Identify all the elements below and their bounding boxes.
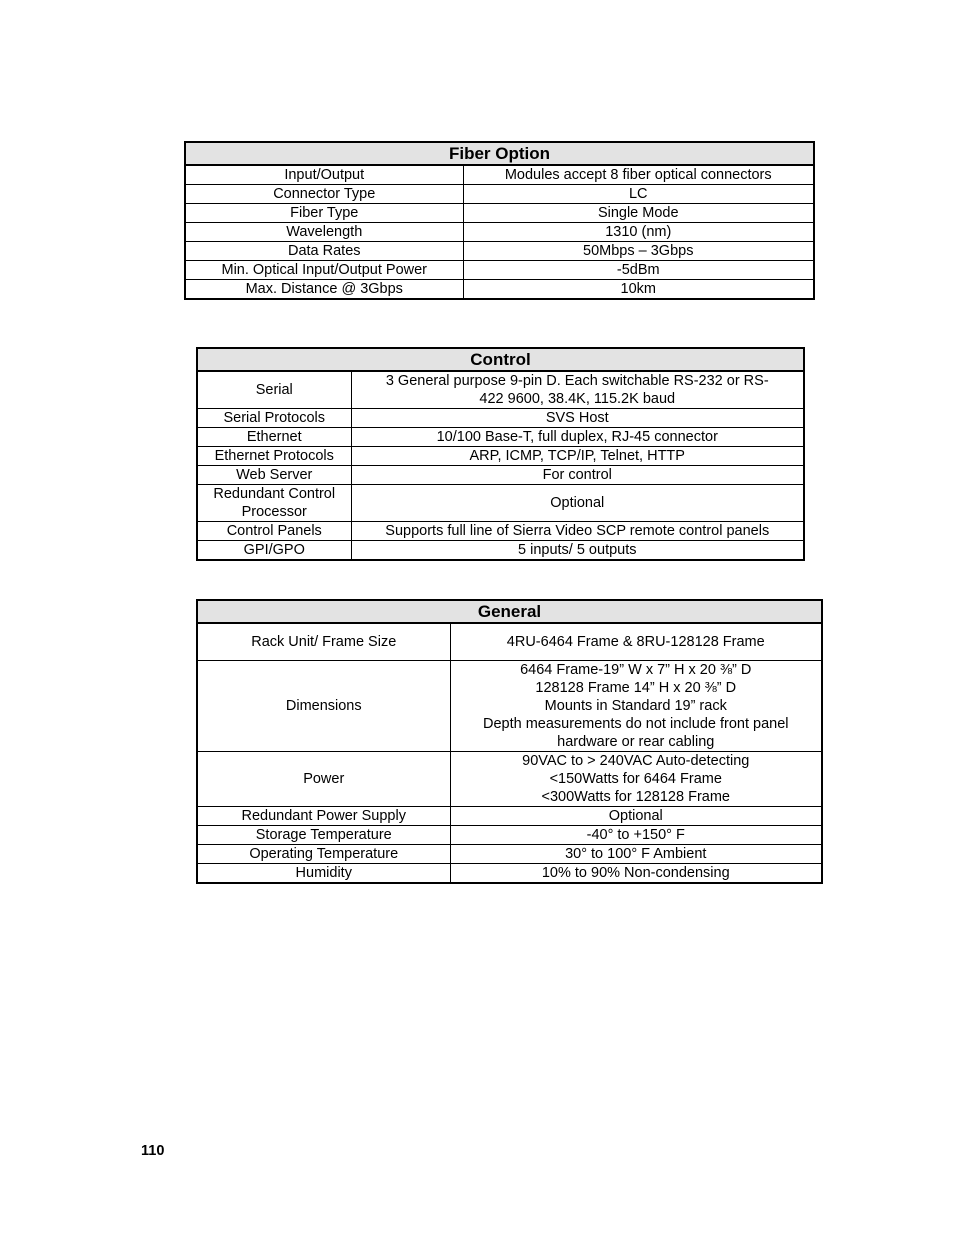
spec-value: 90VAC to > 240VAC Auto-detecting <150Watts for 6464 Frame <300Watts for 128128 Frame (450, 751, 822, 806)
spec-label: Serial (197, 371, 351, 409)
spec-value: 5 inputs/ 5 outputs (351, 541, 804, 561)
spec-label: Connector Type (185, 185, 463, 204)
table-title: Fiber Option (185, 142, 814, 165)
table-row (197, 623, 822, 660)
spec-value: Modules accept 8 fiber optical connectors (463, 165, 814, 185)
spec-value: For control (351, 466, 804, 485)
fiber-option-table (184, 141, 815, 300)
spec-label: Fiber Type (185, 204, 463, 223)
spec-label: Power (197, 751, 450, 806)
table-row (197, 447, 804, 466)
table-row (197, 660, 822, 751)
table-row (197, 522, 804, 541)
spec-value: Supports full line of Sierra Video SCP remote control panels (351, 522, 804, 541)
table-row (197, 371, 804, 409)
spec-value: ARP, ICMP, TCP/IP, Telnet, HTTP (351, 447, 804, 466)
table-row (185, 242, 814, 261)
spec-label: Redundant Power Supply (197, 806, 450, 825)
spec-value: -5dBm (463, 261, 814, 280)
table-row (197, 751, 822, 806)
spec-label: Rack Unit/ Frame Size (197, 623, 450, 660)
spec-label: Storage Temperature (197, 825, 450, 844)
spec-label: Min. Optical Input/Output Power (185, 261, 463, 280)
table-row (197, 541, 804, 561)
spec-label: GPI/GPO (197, 541, 351, 561)
spec-value: -40° to +150° F (450, 825, 822, 844)
table-row (197, 485, 804, 522)
spec-label: Ethernet (197, 428, 351, 447)
spec-value: Optional (450, 806, 822, 825)
table-row (197, 409, 804, 428)
spec-value: 3 General purpose 9-pin D. Each switchable RS-232 or RS- 422 9600, 38.4K, 115.2K baud (351, 371, 804, 409)
spec-label: Humidity (197, 863, 450, 883)
table-row (197, 844, 822, 863)
table-row (185, 261, 814, 280)
table-row (197, 825, 822, 844)
spec-label: Operating Temperature (197, 844, 450, 863)
table-row (197, 466, 804, 485)
spec-value: LC (463, 185, 814, 204)
spec-value: 10km (463, 280, 814, 300)
spec-value: Single Mode (463, 204, 814, 223)
spec-value: 30° to 100° F Ambient (450, 844, 822, 863)
table-row (185, 280, 814, 300)
general-table (196, 599, 823, 884)
spec-label: Serial Protocols (197, 409, 351, 428)
table-row (185, 223, 814, 242)
table-title: General (197, 600, 822, 623)
table-row (197, 863, 822, 883)
table-row (185, 165, 814, 185)
table-title: Control (197, 348, 804, 371)
spec-value: 6464 Frame-19” W x 7” H x 20 ⅜” D 128128 Frame 14” H x 20 ⅜” D Mounts in Standard 19” rack Depth measurements do not include front panel hardware or rear cabling (450, 660, 822, 751)
spec-value: 10% to 90% Non-condensing (450, 863, 822, 883)
spec-label: Dimensions (197, 660, 450, 751)
spec-label: Wavelength (185, 223, 463, 242)
spec-value: 10/100 Base-T, full duplex, RJ-45 connector (351, 428, 804, 447)
spec-label: Ethernet Protocols (197, 447, 351, 466)
spec-label: Web Server (197, 466, 351, 485)
spec-value: 4RU-6464 Frame & 8RU-128128 Frame (450, 623, 822, 660)
spec-label: Redundant Control Processor (197, 485, 351, 522)
control-table (196, 347, 805, 561)
table-row (197, 428, 804, 447)
spec-value: 1310 (nm) (463, 223, 814, 242)
table-row (185, 185, 814, 204)
table-row (197, 806, 822, 825)
page-number: 110 (141, 1143, 165, 1159)
spec-value: SVS Host (351, 409, 804, 428)
spec-label: Max. Distance @ 3Gbps (185, 280, 463, 300)
table-row (185, 204, 814, 223)
spec-value: 50Mbps – 3Gbps (463, 242, 814, 261)
spec-value: Optional (351, 485, 804, 522)
spec-label: Data Rates (185, 242, 463, 261)
spec-label: Input/Output (185, 165, 463, 185)
spec-label: Control Panels (197, 522, 351, 541)
